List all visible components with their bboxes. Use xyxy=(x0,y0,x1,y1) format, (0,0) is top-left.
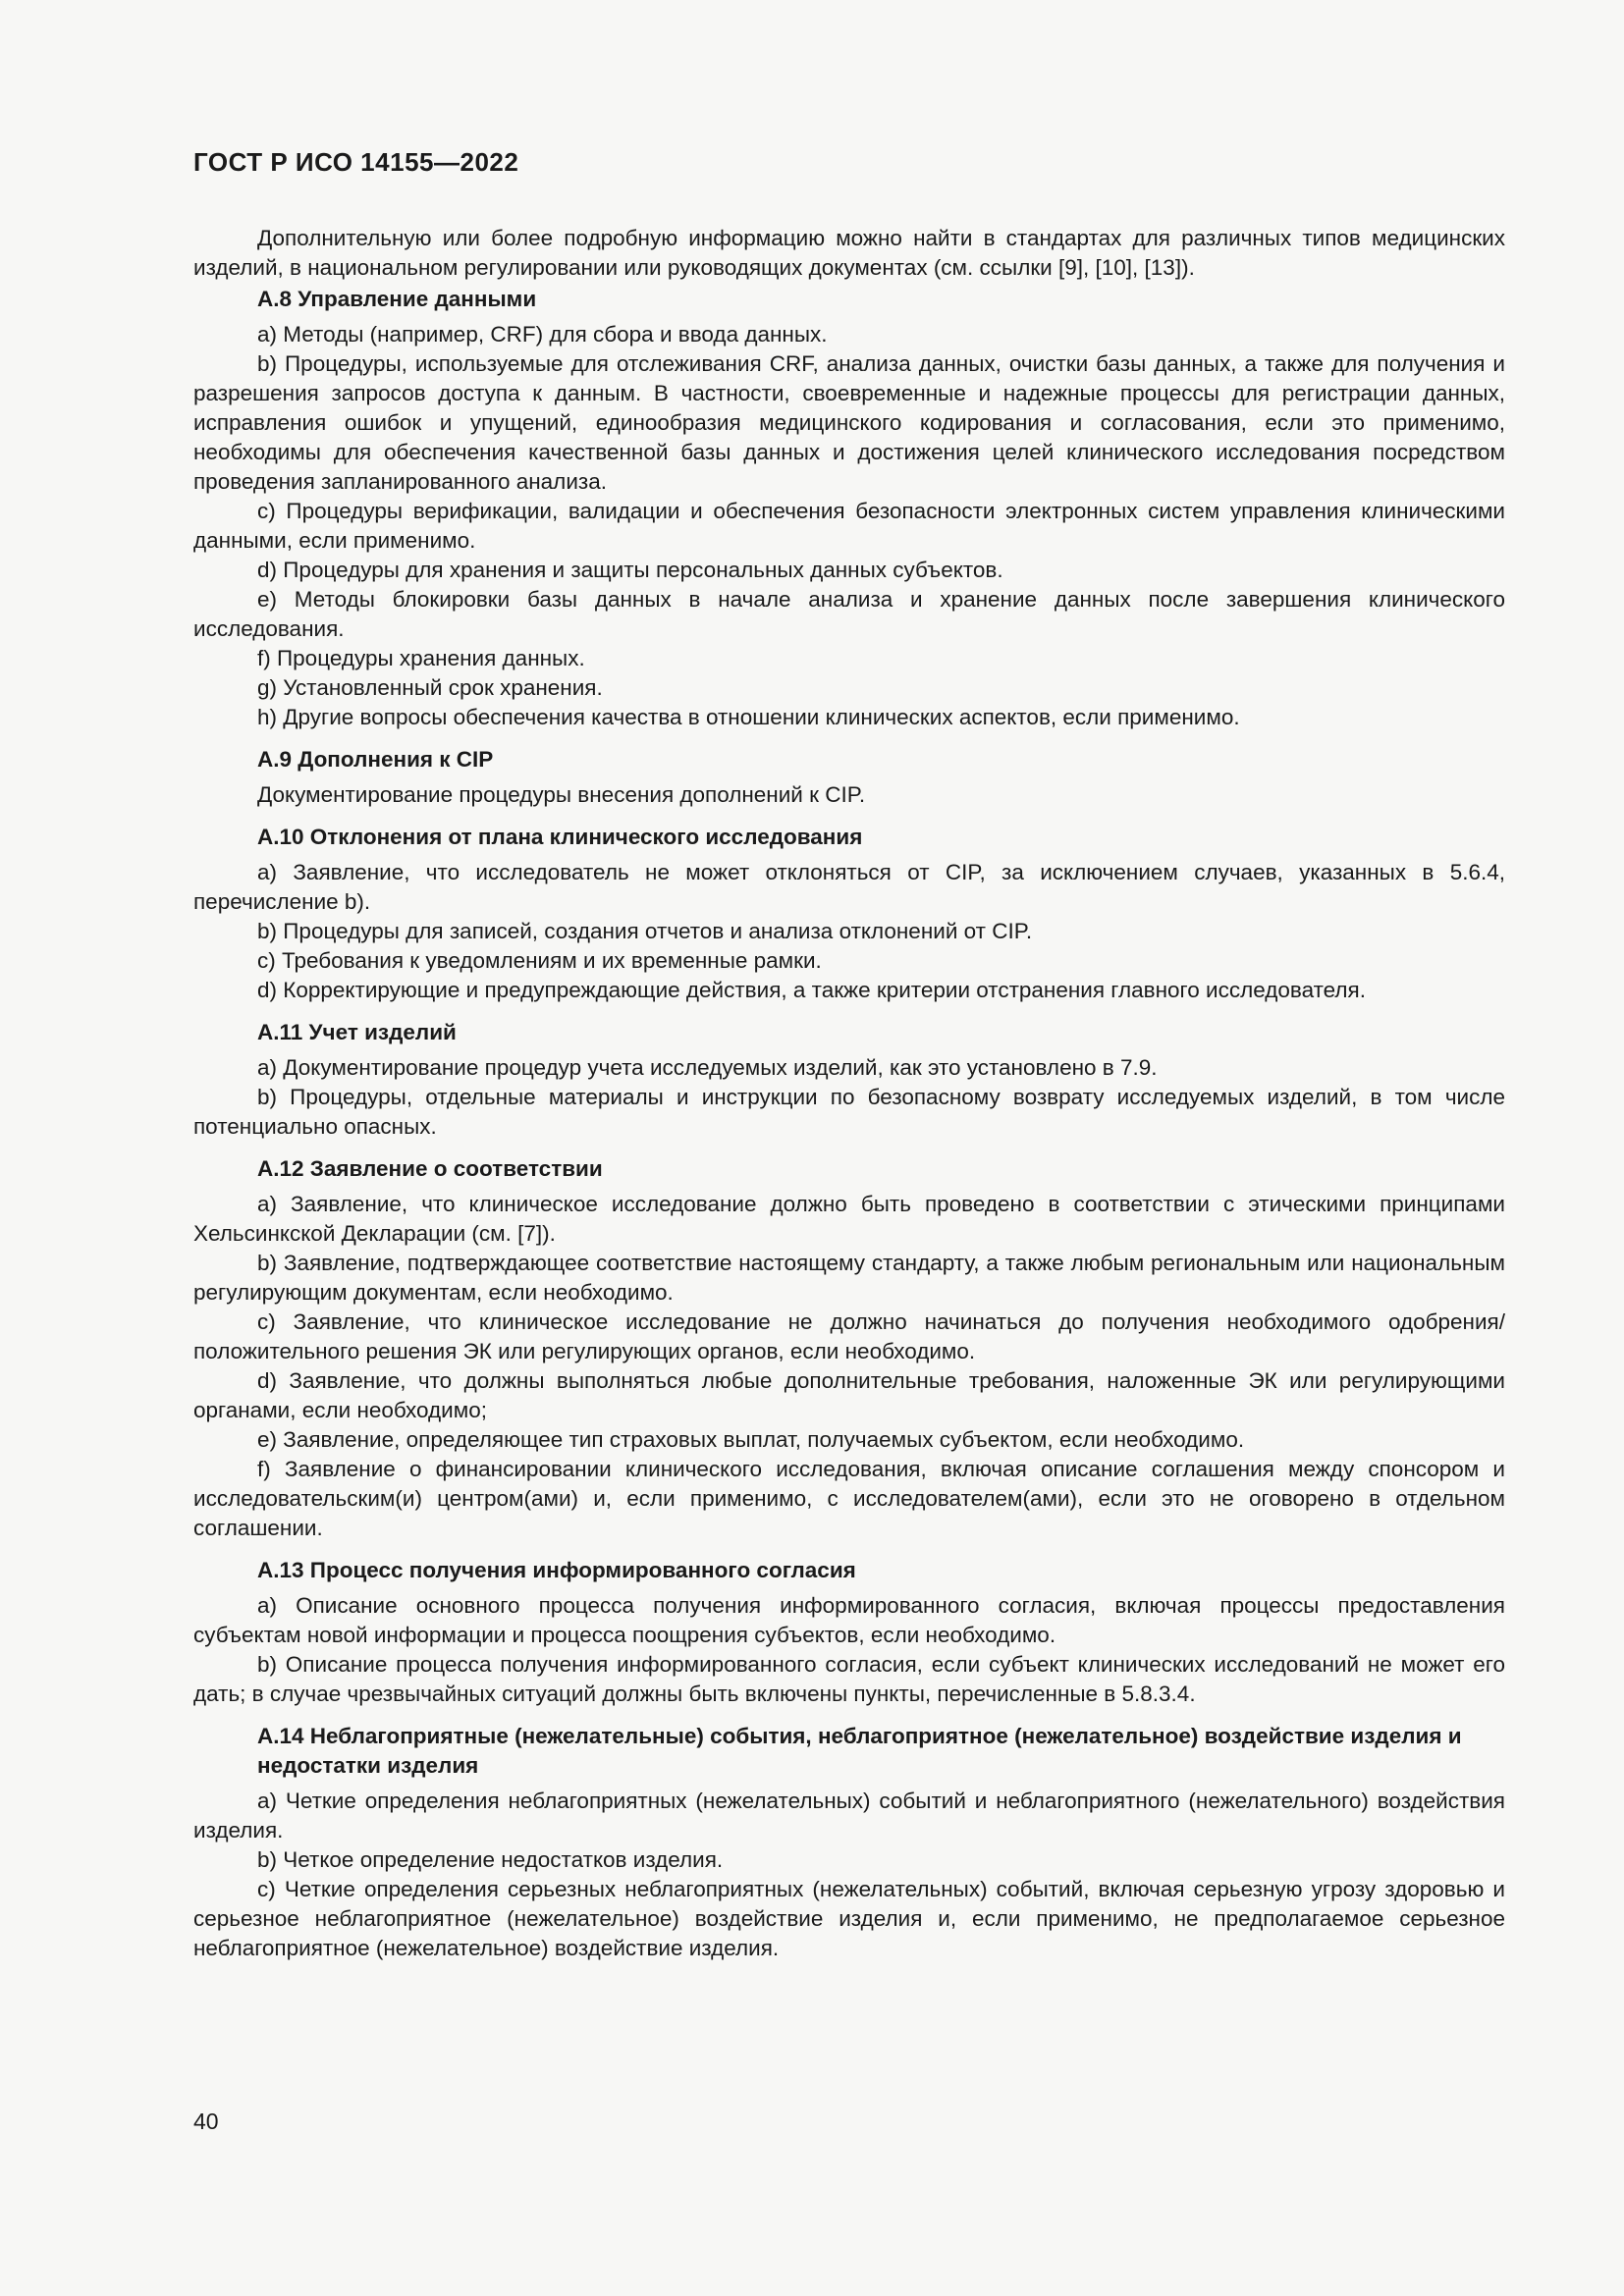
section-heading-a8: А.8 Управление данными xyxy=(257,287,537,311)
list-item: h) Другие вопросы обеспечения качества в отношении клинических аспектов, если применимо. xyxy=(257,705,1240,729)
list-item: d) Заявление, что должны выполняться любые дополнительные требования, наложенные ЭК или регулирующими органами, если необходимо; xyxy=(193,1368,1505,1422)
section-heading-a9: А.9 Дополнения к CIP xyxy=(257,747,494,772)
list-item: a) Четкие определения неблагоприятных (нежелательных) событий и неблагоприятного (нежелательного) воздействия изделия. xyxy=(193,1789,1505,1842)
list-item: b) Процедуры для записей, создания отчетов и анализа отклонений от CIP. xyxy=(257,919,1033,943)
list-item: d) Процедуры для хранения и защиты персональных данных субъектов. xyxy=(257,558,1003,582)
list-item: c) Требования к уведомлениям и их временные рамки. xyxy=(257,948,822,973)
list-item: c) Четкие определения серьезных неблагоприятных (нежелательных) событий, включая серьезную угрозу здоровью и серьезное неблагоприятное (нежелательное) воздействие изделия и, если применимо, не предполагаемое серьезное неблагоприятное (нежелательное) воздействие изделия. xyxy=(193,1877,1505,1960)
list-item: f) Заявление о финансировании клинического исследования, включая описание соглашения между спонсором и исследовательским(и) центром(ами) и, если применимо, с исследователем(ами), если это не оговорено в отдельном соглашении. xyxy=(193,1457,1505,1540)
page-number: 40 xyxy=(193,2109,219,2134)
list-item: b) Процедуры, отдельные материалы и инструкции по безопасному возврату исследуемых изделий, в том числе потенциально опасных. xyxy=(193,1085,1505,1139)
list-item: g) Установленный срок хранения. xyxy=(257,675,603,700)
document-body xyxy=(193,224,1505,1963)
section-heading-a11: А.11 Учет изделий xyxy=(257,1020,457,1044)
list-item: a) Описание основного процесса получения информированного согласия, включая процессы предоставления субъектам новой информации и процесса поощрения субъектов, если необходимо. xyxy=(193,1593,1505,1647)
list-item: d) Корректирующие и предупреждающие действия, а также критерии отстранения главного исследователя. xyxy=(257,978,1366,1002)
list-item: b) Четкое определение недостатков изделия. xyxy=(257,1847,724,1872)
intro-paragraph: Дополнительную или более подробную информацию можно найти в стандартах для различных типов медицинских изделий, в национальном регулировании или руководящих документах (см. ссылки [9], [10], [13]). xyxy=(193,226,1505,280)
list-item: f) Процедуры хранения данных. xyxy=(257,646,585,670)
list-item: c) Процедуры верификации, валидации и обеспечения безопасности электронных систем управления клиническими данными, если применимо. xyxy=(193,499,1505,553)
list-item: a) Заявление, что клиническое исследование должно быть проведено в соответствии с этическими принципами Хельсинкской Декларации (см. [7]). xyxy=(193,1192,1505,1246)
section-heading-a13: А.13 Процесс получения информированного согласия xyxy=(257,1558,856,1582)
list-item: b) Описание процесса получения информированного согласия, если субъект клинических исследований не может его дать; в случае чрезвычайных ситуаций должны быть включены пункты, перечисленные в 5.8.3.4. xyxy=(193,1652,1505,1706)
document-header: ГОСТ Р ИСО 14155—2022 xyxy=(193,147,519,177)
list-item: a) Заявление, что исследователь не может отклоняться от CIP, за исключением случаев, указанных в 5.6.4, перечисление b). xyxy=(193,860,1505,914)
list-item: a) Документирование процедур учета исследуемых изделий, как это установлено в 7.9. xyxy=(257,1055,1158,1080)
list-item: a) Методы (например, CRF) для сбора и ввода данных. xyxy=(257,322,828,347)
list-item: e) Заявление, определяющее тип страховых выплат, получаемых субъектом, если необходимо. xyxy=(257,1427,1245,1452)
list-item: b) Процедуры, используемые для отслеживания CRF, анализа данных, очистки базы данных, а также для получения и разрешения запросов доступа к данным. В частности, своевременные и надежные процессы для регистрации данных, исправления ошибок и упущений, единообразия медицинского кодирования и согласования, если это применимо, необходимы для обеспечения качественной базы данных и достижения целей клинического исследования посредством проведения запланированного анализа. xyxy=(193,351,1505,494)
list-item: b) Заявление, подтверждающее соответствие настоящему стандарту, а также любым региональным или национальным регулирующим документам, если необходимо. xyxy=(193,1251,1505,1305)
section-paragraph: Документирование процедуры внесения дополнений к CIP. xyxy=(257,782,866,807)
section-heading-a12: А.12 Заявление о соответствии xyxy=(257,1156,603,1181)
section-heading-a10: А.10 Отклонения от плана клинического исследования xyxy=(257,825,863,849)
list-item: c) Заявление, что клиническое исследование не должно начинаться до получения необходимого одобрения/ положительного решения ЭК или регулирующих органов, если необходимо. xyxy=(193,1309,1505,1363)
list-item: e) Методы блокировки базы данных в начале анализа и хранение данных после завершения клинического исследования. xyxy=(193,587,1505,641)
section-heading-a14: А.14 Неблагоприятные (нежелательные) события, неблагоприятное (нежелательное) воздействие изделия и недостатки изделия xyxy=(257,1724,1462,1778)
